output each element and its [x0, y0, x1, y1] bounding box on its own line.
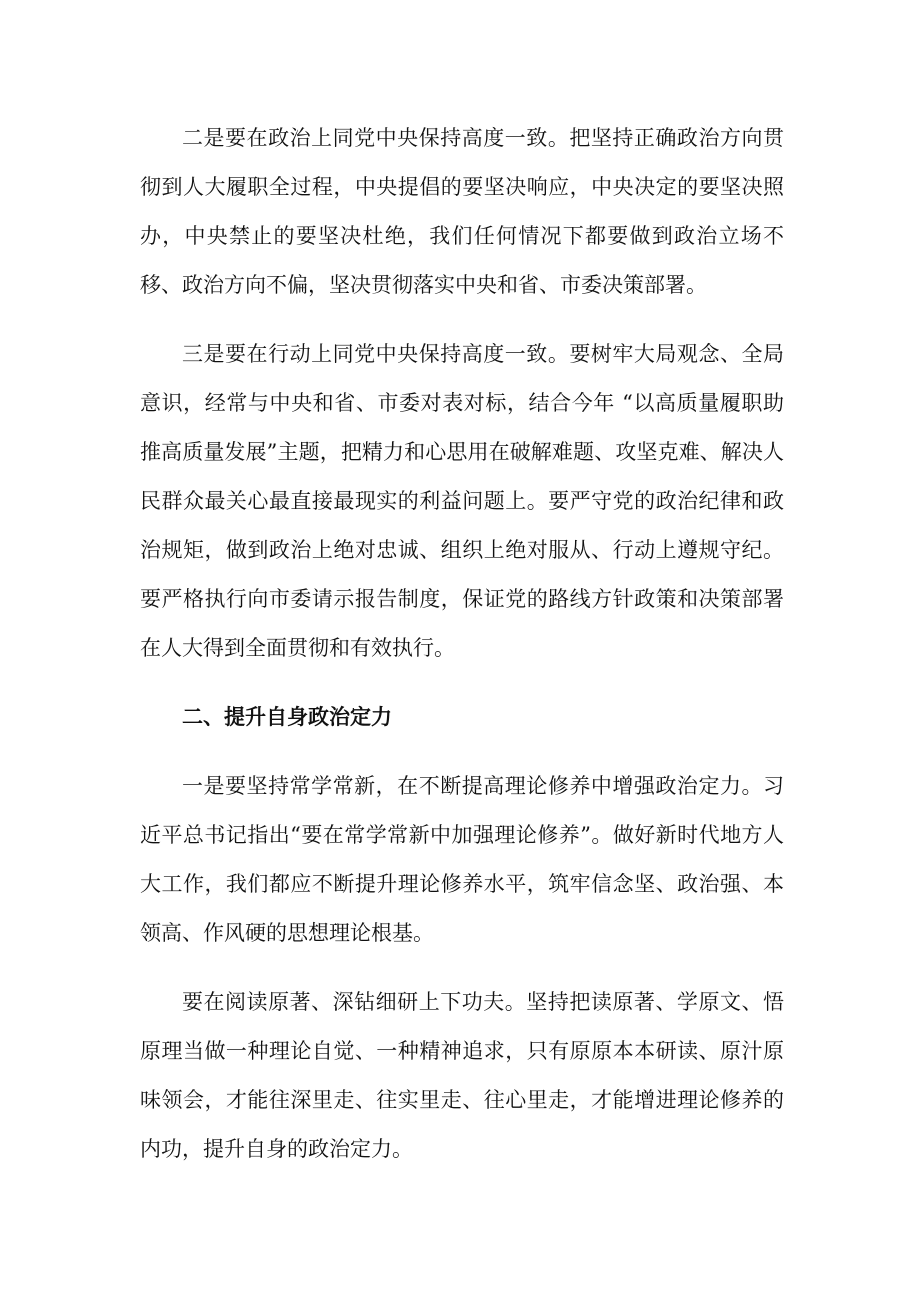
paragraph-action-alignment: 三是要在行动上同党中央保持高度一致。要树牢大局观念、全局意识，经常与中央和省、市委对表对标，结合今年 “以高质量履职助推高质量发展”主题，把精力和心思用在破解难题、攻坚克难、解决人民群众最关心最直接最现实的利益问题上。要严守党的政治纪律和政治规矩，做到政治上绝对忠诚、组织上绝对服从、行动上遵规守纪。要严格执行向市委请示报告制度，保证党的路线方针政策和决策部署在人大得到全面贯彻和有效执行。	[140, 342, 784, 660]
paragraph-political-alignment: 二是要在政治上同党中央保持高度一致。把坚持正确政治方向贯彻到人大履职全过程，中央提倡的要坚决响应，中央决定的要坚决照办，中央禁止的要坚决杜绝，我们任何情况下都要做到政治立场不移、政治方向不偏，坚决贯彻落实中央和省、市委决策部署。	[140, 126, 784, 297]
paragraph-reading-originals: 要在阅读原著、深钻细研上下功夫。坚持把读原著、学原文、悟原理当做一种理论自觉、一种精神追求，只有原原本本研读、原汁原味领会，才能往深里走、往实里走、往心里走，才能增进理论修养的内功，提升自身的政治定力。	[140, 990, 784, 1161]
paragraph-theory-study: 一是要坚持常学常新，在不断提高理论修养中增强政治定力。习近平总书记指出“要在常学常新中加强理论修养”。做好新时代地方人大工作，我们都应不断提升理论修养水平，筑牢信念坚、政治强、本领高、作风硬的思想理论根基。	[140, 774, 784, 945]
document-body	[140, 114, 784, 1194]
section-heading: 二、提升自身政治定力	[182, 705, 392, 729]
